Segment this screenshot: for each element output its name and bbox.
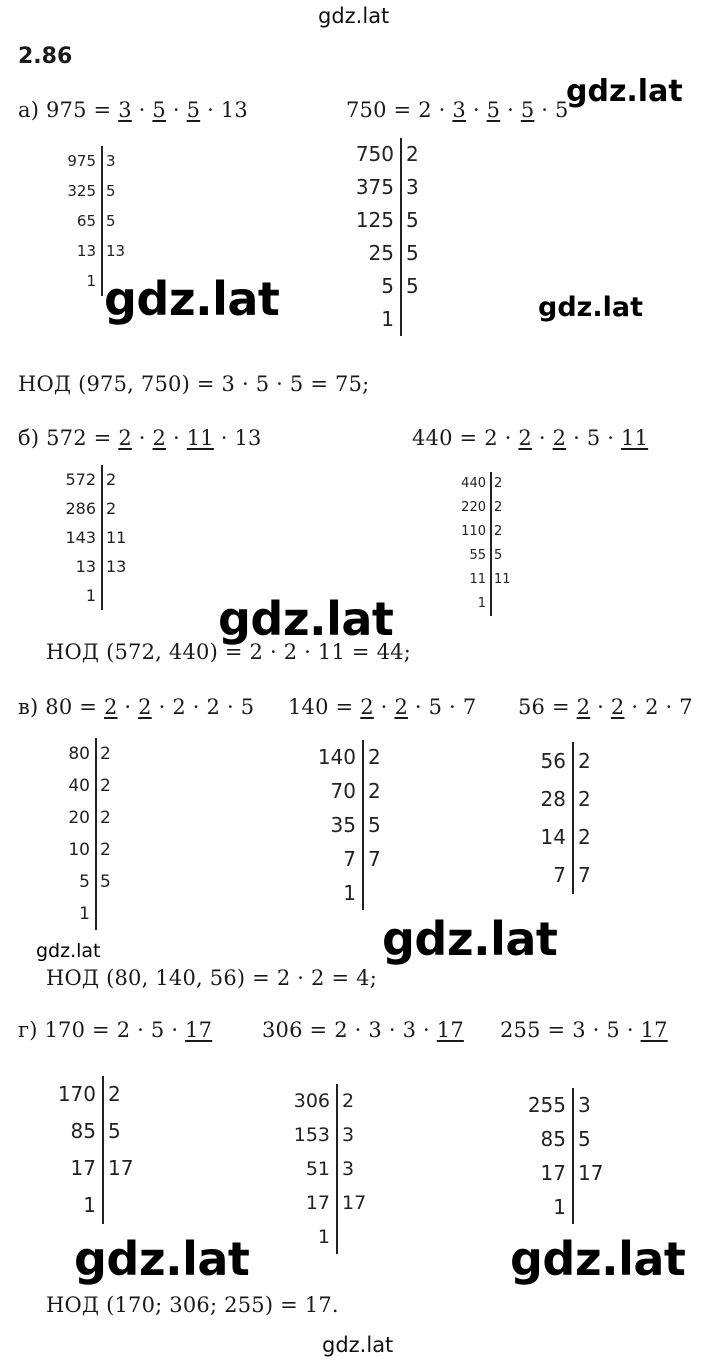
factor-row [280, 1220, 382, 1254]
equation-part: · [166, 426, 187, 450]
dividend: 125 [355, 208, 394, 232]
prime-divisor: 2 [494, 476, 503, 491]
factor-column-a2 [350, 138, 436, 336]
common-factor: 2 [360, 695, 374, 719]
common-factor: 17 [640, 1018, 668, 1042]
dividend: 440 [461, 476, 486, 491]
common-factor: 5 [152, 98, 166, 122]
factor-column-c2 [310, 740, 398, 910]
common-factor: 5 [520, 98, 535, 122]
equation-prefix: а) 975 = [18, 98, 119, 122]
factor-row [310, 774, 398, 808]
watermark: gdz.lat [36, 940, 101, 962]
dividend: 35 [330, 813, 356, 837]
dividend: 306 [293, 1090, 330, 1112]
factor-row [280, 1118, 382, 1152]
prime-divisor: 3 [342, 1158, 355, 1180]
equation-prefix: г) 170 = 2 · 5 · [18, 1018, 186, 1042]
dividend: 1 [85, 586, 96, 605]
equation-prefix: 750 = 2 · [346, 98, 453, 122]
equation-a1 [18, 98, 248, 122]
factor-row [280, 1084, 382, 1118]
prime-divisor: 5 [106, 182, 116, 200]
factor-row [350, 138, 436, 171]
factor-column-d2 [280, 1084, 382, 1254]
factor-row [310, 808, 398, 842]
common-factor: 3 [452, 98, 466, 122]
equation-part: · 2 · 2 · 5 [151, 695, 255, 719]
dividend: 1 [553, 1195, 566, 1219]
equation-d3 [500, 1018, 668, 1042]
dividend: 140 [317, 745, 356, 769]
factor-row [520, 1122, 618, 1156]
common-factor: 11 [621, 426, 649, 450]
equation-part: · [117, 695, 139, 719]
dividend: 65 [76, 212, 96, 230]
division-line [102, 1076, 104, 1224]
division-line [572, 742, 574, 894]
prime-divisor: 2 [578, 825, 591, 849]
prime-divisor: 7 [578, 863, 591, 887]
prime-divisor: 2 [100, 776, 111, 796]
common-factor: 2 [103, 695, 118, 719]
dividend: 975 [67, 152, 96, 170]
prime-divisor: 3 [106, 152, 116, 170]
dividend: 1 [83, 1193, 96, 1217]
division-line [336, 1084, 338, 1254]
dividend: 85 [70, 1119, 96, 1143]
dividend: 7 [553, 863, 566, 887]
prime-divisor: 5 [368, 813, 381, 837]
prime-divisor: 2 [100, 744, 111, 764]
factor-row [54, 1150, 148, 1187]
prime-divisor: 3 [342, 1124, 355, 1146]
dividend: 13 [76, 242, 96, 260]
watermark: gdz.lat [538, 292, 644, 323]
division-line [101, 146, 103, 296]
factor-column-b2 [456, 472, 524, 616]
equation-part: · [590, 695, 611, 719]
dividend: 110 [461, 524, 486, 539]
dividend: 1 [381, 307, 394, 331]
dividend: 80 [68, 744, 90, 764]
factor-column-b1 [56, 465, 146, 610]
dividend: 220 [461, 500, 486, 515]
common-factor: 2 [552, 426, 567, 450]
common-factor: 17 [185, 1018, 213, 1042]
dividend: 1 [317, 1226, 330, 1248]
gcd-b: НОД (572, 440) = 2 · 2 · 11 = 44; [46, 640, 411, 664]
factor-row [310, 876, 398, 910]
prime-divisor: 13 [106, 557, 127, 576]
equation-part: · 2 · 7 [624, 695, 693, 719]
prime-divisor: 2 [578, 749, 591, 773]
watermark: gdz.lat [74, 1232, 250, 1286]
watermark: gdz.lat [104, 272, 280, 326]
factor-row [310, 740, 398, 774]
dividend: 13 [75, 557, 96, 576]
dividend: 143 [65, 528, 96, 547]
dividend: 56 [540, 749, 566, 773]
equation-d2 [262, 1018, 464, 1042]
factor-row [350, 270, 436, 303]
dividend: 20 [68, 808, 90, 828]
dividend: 170 [57, 1082, 96, 1106]
prime-divisor: 5 [106, 212, 116, 230]
prime-divisor: 17 [578, 1161, 604, 1185]
equation-a2 [346, 98, 569, 122]
prime-divisor: 7 [368, 847, 381, 871]
dividend: 1 [343, 881, 356, 905]
equation-part: · [131, 98, 153, 122]
dividend: 51 [305, 1158, 330, 1180]
prime-divisor: 3 [406, 175, 419, 199]
dividend: 11 [469, 572, 486, 587]
dividend: 28 [540, 787, 566, 811]
dividend: 1 [477, 596, 486, 611]
common-factor: 2 [118, 426, 132, 450]
prime-divisor: 2 [106, 499, 117, 518]
common-factor: 2 [152, 426, 167, 450]
factor-row [280, 1186, 382, 1220]
common-factor: 11 [186, 426, 214, 450]
factor-row [520, 780, 608, 818]
dividend: 25 [368, 241, 394, 265]
task-number: 2.86 [18, 44, 73, 69]
equation-part: · [500, 98, 521, 122]
common-factor: 5 [486, 98, 501, 122]
prime-divisor: 3 [578, 1093, 591, 1117]
division-line [95, 738, 97, 930]
common-factor: 2 [138, 695, 152, 719]
division-line [490, 472, 492, 616]
equation-c3 [518, 695, 693, 719]
equation-prefix: 440 = 2 · [412, 426, 519, 450]
common-factor: 3 [118, 98, 132, 122]
factor-row [54, 1113, 148, 1150]
equation-part: · 13 [213, 426, 262, 450]
prime-divisor: 2 [108, 1082, 121, 1106]
factor-row [310, 842, 398, 876]
equation-part: · [531, 426, 553, 450]
watermark: gdz.lat [382, 912, 558, 966]
dividend: 325 [67, 182, 96, 200]
equation-part: · 5 [534, 98, 569, 122]
division-line [400, 138, 402, 336]
dividend: 255 [527, 1093, 566, 1117]
prime-divisor: 5 [406, 208, 419, 232]
watermark: gdz.lat [218, 592, 394, 646]
equation-d1 [18, 1018, 212, 1042]
prime-divisor: 2 [100, 840, 111, 860]
prime-divisor: 2 [100, 808, 111, 828]
division-line [362, 740, 364, 910]
dividend: 153 [293, 1124, 330, 1146]
dividend: 7 [343, 847, 356, 871]
factor-row [350, 171, 436, 204]
equation-part: · 13 [200, 98, 248, 122]
prime-divisor: 2 [494, 500, 503, 515]
prime-divisor: 2 [494, 524, 503, 539]
prime-divisor: 5 [406, 274, 419, 298]
watermark: gdz.lat [566, 74, 683, 109]
division-line [101, 465, 103, 610]
prime-divisor: 2 [406, 142, 419, 166]
factor-row [54, 1187, 148, 1224]
prime-divisor: 5 [100, 872, 111, 892]
equation-c2 [288, 695, 476, 719]
equation-b1 [18, 426, 262, 450]
prime-divisor: 2 [106, 470, 117, 489]
common-factor: 2 [394, 695, 408, 719]
dividend: 10 [68, 840, 90, 860]
prime-divisor: 11 [494, 572, 511, 587]
equation-part: · [373, 695, 395, 719]
equation-c1 [18, 695, 254, 719]
factor-row [520, 818, 608, 856]
dividend: 286 [65, 499, 96, 518]
gcd-d: НОД (170; 306; 255) = 17. [46, 1293, 339, 1317]
prime-divisor: 5 [494, 548, 503, 563]
dividend: 5 [79, 872, 90, 892]
division-line [572, 1088, 574, 1224]
factor-row [520, 856, 608, 894]
prime-divisor: 11 [106, 528, 127, 547]
prime-divisor: 13 [106, 242, 126, 260]
prime-divisor: 5 [578, 1127, 591, 1151]
factor-row [350, 303, 436, 336]
equation-part: · [131, 426, 153, 450]
equation-prefix: 306 = 2 · 3 · 3 · [262, 1018, 437, 1042]
factor-column-c1 [50, 738, 140, 930]
common-factor: 5 [186, 98, 201, 122]
dividend: 70 [330, 779, 356, 803]
equation-part: · 5 · 7 [408, 695, 477, 719]
site-footer[interactable]: gdz.lat [322, 1333, 394, 1357]
gcd-a: НОД (975, 750) = 3 · 5 · 5 = 75; [18, 372, 370, 396]
dividend: 40 [68, 776, 90, 796]
dividend: 55 [469, 548, 486, 563]
dividend: 5 [381, 274, 394, 298]
factor-column-c3 [520, 742, 608, 894]
gcd-c: НОД (80, 140, 56) = 2 · 2 = 4; [46, 966, 377, 990]
factor-row [520, 742, 608, 780]
common-factor: 2 [576, 695, 591, 719]
equation-prefix: в) 80 = [18, 695, 104, 719]
factor-row [54, 1076, 148, 1113]
site-header[interactable]: gdz.lat [318, 4, 390, 28]
dividend: 1 [79, 904, 90, 924]
factor-row [350, 237, 436, 270]
dividend: 17 [540, 1161, 566, 1185]
equation-prefix: 56 = [518, 695, 577, 719]
factor-column-d1 [54, 1076, 148, 1224]
equation-prefix: б) 572 = [18, 426, 119, 450]
factor-row [520, 1088, 618, 1122]
prime-divisor: 5 [406, 241, 419, 265]
prime-divisor: 17 [108, 1156, 134, 1180]
prime-divisor: 17 [342, 1192, 367, 1214]
factor-row [520, 1156, 618, 1190]
dividend: 85 [540, 1127, 566, 1151]
dividend: 14 [540, 825, 566, 849]
prime-divisor: 5 [108, 1119, 121, 1143]
common-factor: 17 [436, 1018, 464, 1042]
factor-column-d3 [520, 1088, 618, 1224]
dividend: 750 [355, 142, 394, 166]
equation-part: · [465, 98, 487, 122]
factor-row [350, 204, 436, 237]
equation-b2 [412, 426, 648, 450]
dividend: 17 [305, 1192, 330, 1214]
prime-divisor: 2 [342, 1090, 355, 1112]
equation-prefix: 255 = 3 · 5 · [500, 1018, 641, 1042]
equation-part: · [165, 98, 187, 122]
dividend: 17 [70, 1156, 96, 1180]
common-factor: 2 [610, 695, 625, 719]
factor-row [520, 1190, 618, 1224]
dividend: 375 [355, 175, 394, 199]
dividend: 572 [65, 470, 96, 489]
factor-row [280, 1152, 382, 1186]
equation-prefix: 140 = [288, 695, 361, 719]
prime-divisor: 2 [578, 787, 591, 811]
common-factor: 2 [518, 426, 532, 450]
watermark: gdz.lat [510, 1232, 686, 1286]
equation-part: · 5 · [566, 426, 622, 450]
prime-divisor: 2 [368, 745, 381, 769]
dividend: 1 [86, 272, 96, 290]
prime-divisor: 2 [368, 779, 381, 803]
